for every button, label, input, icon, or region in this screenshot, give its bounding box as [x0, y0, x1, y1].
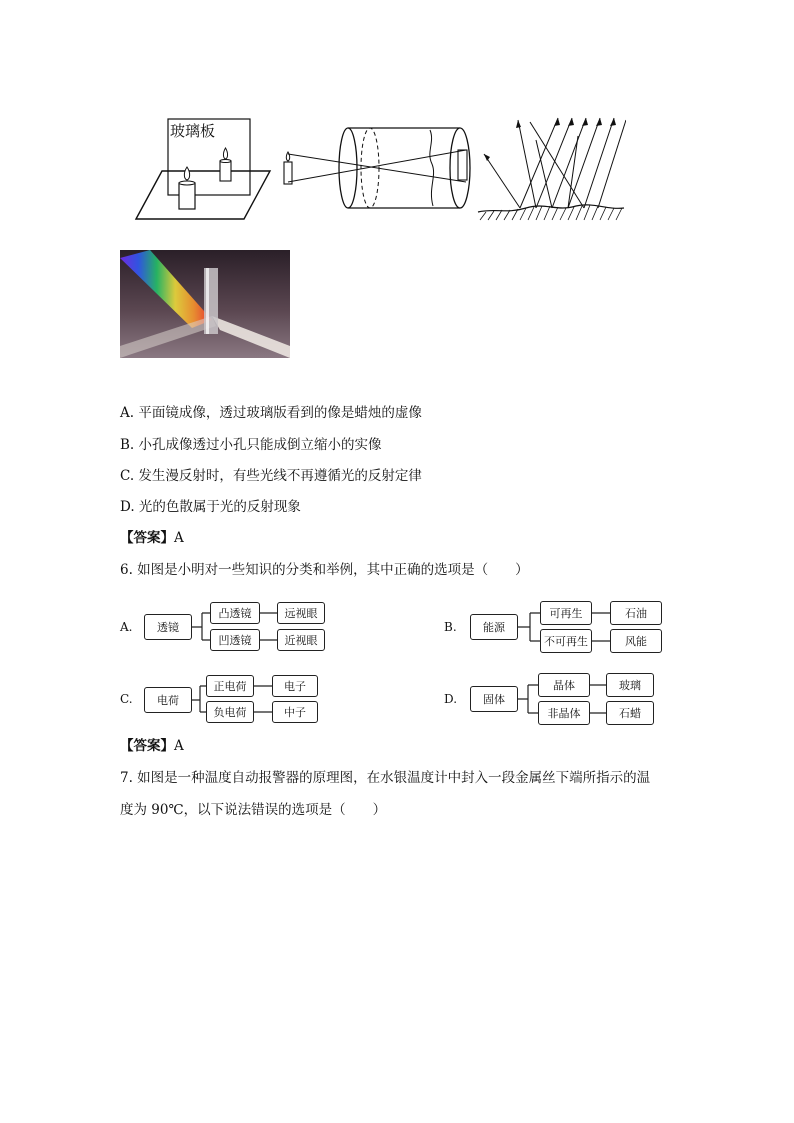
q6-a-branch-1: 凸透镜 — [210, 602, 260, 624]
q6-d-branch-1: 晶体 — [538, 673, 590, 697]
q6-d-connectors — [516, 672, 608, 727]
q5-answer — [120, 528, 184, 548]
q5-option-a: A. 平面镜成像，透过玻璃版看到的像是蜡烛的虚像 — [120, 405, 422, 421]
q6-c-example-1: 电子 — [272, 675, 318, 697]
q6-option-d-letter: D. — [444, 692, 458, 706]
q6-option-b-letter: B. — [444, 620, 457, 634]
q6-b-branch-1: 可再生 — [540, 601, 592, 625]
q5-option-c: C. 发生漫反射时，有些光线不再遵循光的反射定律 — [120, 468, 422, 484]
q7-stem-line-2: 度为 90℃，以下说法错误的选项是（ ） — [120, 802, 387, 818]
q6-d-branch-2: 非晶体 — [538, 701, 590, 725]
q5-option-b: B. 小孔成像透过小孔只能成倒立缩小的实像 — [120, 437, 382, 453]
q6-c-connectors — [190, 673, 274, 728]
q6-a-root: 透镜 — [144, 614, 192, 640]
q6-answer-label: 【答案】 — [120, 738, 174, 754]
glass-plate-label: 玻璃板 — [170, 122, 216, 140]
q6-b-branch-2: 不可再生 — [540, 629, 592, 653]
q6-b-example-1: 石油 — [610, 601, 662, 625]
q6-d-root: 固体 — [470, 686, 518, 712]
prism-dispersion-photo — [120, 250, 290, 358]
q6-b-example-2: 风能 — [610, 629, 662, 653]
q5-answer-value: A — [174, 530, 184, 546]
q6-a-example-2: 近视眼 — [277, 629, 325, 651]
q6-c-branch-2: 负电荷 — [206, 701, 254, 723]
q5-option-d: D. 光的色散属于光的反射现象 — [120, 499, 301, 515]
q6-c-example-2: 中子 — [272, 701, 318, 723]
q6-answer — [120, 736, 184, 756]
q6-a-branch-2: 凹透镜 — [210, 629, 260, 651]
q6-option-a-letter: A. — [120, 620, 133, 634]
diffuse-reflection-figure — [476, 116, 626, 221]
pinhole-camera-figure — [280, 122, 480, 217]
q6-c-branch-1: 正电荷 — [206, 675, 254, 697]
q6-d-example-1: 玻璃 — [606, 673, 654, 697]
q5-answer-label: 【答案】 — [120, 530, 174, 546]
q6-answer-value: A — [174, 738, 184, 754]
q6-d-example-2: 石蜡 — [606, 701, 654, 725]
q7-stem-line-1: 7. 如图是一种温度自动报警器的原理图，在水银温度计中封入一段金属丝下端所指示的温 — [120, 770, 651, 786]
q6-a-example-1: 远视眼 — [277, 602, 325, 624]
q6-stem: 6. 如图是小明对一些知识的分类和举例，其中正确的选项是（ ） — [120, 562, 529, 578]
q6-c-root: 电荷 — [144, 687, 192, 713]
q6-b-root: 能源 — [470, 614, 518, 640]
q6-a-connectors — [190, 600, 280, 655]
q6-b-connectors — [516, 600, 612, 655]
q6-option-c-letter: C. — [120, 692, 133, 706]
